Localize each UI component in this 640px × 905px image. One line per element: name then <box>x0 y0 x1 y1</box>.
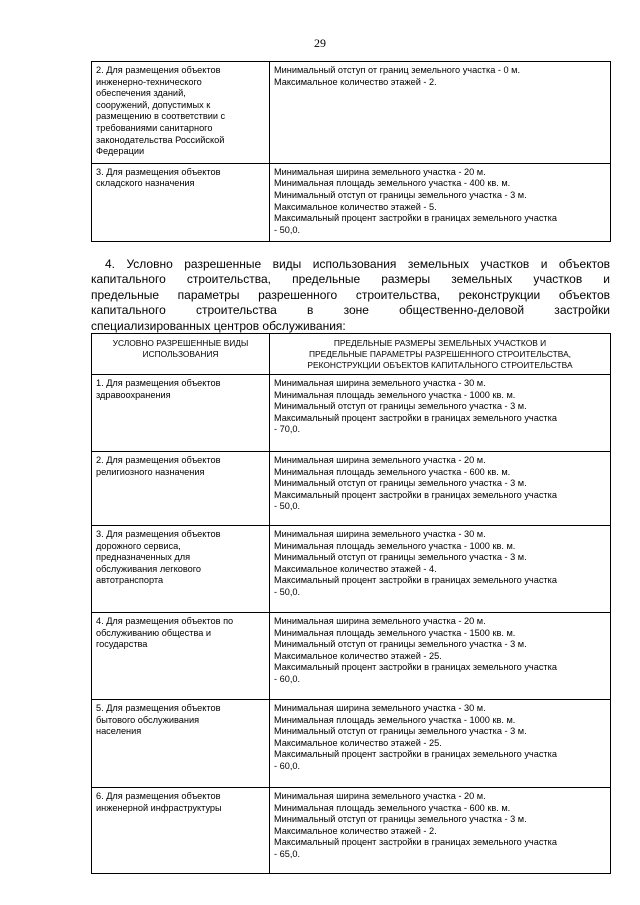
param-line: Минимальная ширина земельного участка - 30 м. <box>274 378 486 388</box>
param-line: - 65,0. <box>274 848 301 859</box>
param-line: Минимальный отступ от границ земельного участка - 0 м. <box>274 65 521 75</box>
params-cell <box>270 700 611 788</box>
params-cell <box>270 163 611 242</box>
use-line: инженерно-технического <box>96 76 202 87</box>
param-line: Максимальное количество этажей - 2. <box>274 825 437 836</box>
table-row <box>92 163 611 242</box>
use-line: дорожного сервиса, <box>96 540 181 551</box>
param-line: Минимальная площадь земельного участка - 600 кв. м. <box>274 466 511 477</box>
use-line: складского назначения <box>96 178 195 189</box>
param-line: Минимальная ширина земельного участка - 20 м. <box>274 616 486 626</box>
use-line: размещению в соответствии с <box>96 111 226 122</box>
param-line: Максимальный процент застройки в границах земельного участка <box>274 489 557 500</box>
use-line: 3. Для размещения объектов <box>96 529 221 539</box>
param-line: Максимальный процент застройки в границах земельного участка <box>274 412 557 423</box>
use-line: инженерной инфраструктуры <box>96 802 222 813</box>
use-line: требованиями санитарного <box>96 122 213 133</box>
parameters-table-continued <box>91 61 611 242</box>
table-row <box>92 62 611 164</box>
use-cell <box>92 62 270 164</box>
paragraph-line: 4. Условно разрешенные виды использования земельных участков и объектов <box>105 257 610 271</box>
use-line: автотранспорта <box>96 575 164 586</box>
use-cell <box>92 788 270 874</box>
table-row <box>92 452 611 526</box>
param-line: Минимальная ширина земельного участка - 20 м. <box>274 455 486 465</box>
use-cell <box>92 526 270 613</box>
table-header-row <box>92 334 611 375</box>
header-cell-use <box>92 334 270 375</box>
table-row <box>92 700 611 788</box>
params-cell <box>270 788 611 874</box>
param-line: Минимальный отступ от границы земельного участка - 3 м. <box>274 478 527 489</box>
use-line: 5. Для размещения объектов <box>96 703 221 713</box>
param-line: Минимальная площадь земельного участка - 1000 кв. м. <box>274 389 516 400</box>
use-line: обеспечения зданий, <box>96 88 186 99</box>
use-line: 2. Для размещения объектов <box>96 455 221 465</box>
header-line: РЕКОНСТРУКЦИИ ОБЪЕКТОВ КАПИТАЛЬНОГО СТРОИТЕЛЬСТВА <box>307 360 573 370</box>
use-cell <box>92 163 270 242</box>
param-line: Минимальная ширина земельного участка - 30 м. <box>274 529 486 539</box>
param-line: - 50,0. <box>274 501 301 512</box>
use-line: сооружений, допустимых к <box>96 99 211 110</box>
paragraph-line: предельные параметры разрешенного строительства, реконструкции объектов <box>91 287 610 302</box>
use-line: обслуживания легкового <box>96 563 202 574</box>
use-line: государства <box>96 639 148 650</box>
param-line: Минимальная площадь земельного участка - 600 кв. м. <box>274 802 511 813</box>
use-cell <box>92 452 270 526</box>
param-line: Минимальная площадь земельного участка - 1000 кв. м. <box>274 714 516 725</box>
use-cell <box>92 613 270 700</box>
param-line: Максимальный процент застройки в границах земельного участка <box>274 662 557 673</box>
paragraph-line: капитального строительства, предельные размеры земельных участков и <box>91 272 610 287</box>
header-line: ПРЕДЕЛЬНЫЕ РАЗМЕРЫ ЗЕМЕЛЬНЫХ УЧАСТКОВ И <box>333 338 547 348</box>
param-line: Максимальный процент застройки в границах земельного участка <box>274 213 557 224</box>
param-line: Максимальное количество этажей - 25. <box>274 650 442 661</box>
param-line: Минимальная площадь земельного участка - 400 кв. м. <box>274 178 511 189</box>
use-line: 6. Для размещения объектов <box>96 791 221 801</box>
param-line: - 60,0. <box>274 673 301 684</box>
param-line: - 60,0. <box>274 760 301 771</box>
use-line: 4. Для размещения объектов по <box>96 616 234 626</box>
table-row <box>92 788 611 874</box>
table-row <box>92 613 611 700</box>
paragraph-line: капитального строительства в зоне общественно-деловой застройки <box>91 303 610 318</box>
header-line: ИСПОЛЬЗОВАНИЯ <box>142 349 219 359</box>
section-paragraph <box>91 257 610 334</box>
use-cell <box>92 700 270 788</box>
header-cell-params <box>270 334 611 375</box>
param-line: Максимальное количество этажей - 2. <box>274 76 437 87</box>
param-line: Минимальный отступ от границы земельного участка - 3 м. <box>274 401 527 412</box>
use-line: предназначенных для <box>96 552 191 563</box>
param-line: Максимальное количество этажей - 25. <box>274 737 442 748</box>
param-line: Максимальный процент застройки в границах земельного участка <box>274 749 557 760</box>
use-cell <box>92 375 270 452</box>
param-line: Минимальный отступ от границы земельного участка - 3 м. <box>274 552 527 563</box>
param-line: Минимальный отступ от границы земельного участка - 3 м. <box>274 726 527 737</box>
header-line: ПРЕДЕЛЬНЫЕ ПАРАМЕТРЫ РАЗРЕШЕННОГО СТРОИТЕЛЬСТВА, <box>309 349 571 359</box>
param-line: Максимальный процент застройки в границах земельного участка <box>274 575 557 586</box>
params-cell <box>270 452 611 526</box>
use-line: религиозного назначения <box>96 466 205 477</box>
use-line: 3. Для размещения объектов <box>96 166 221 177</box>
param-line: Максимальное количество этажей - 5. <box>274 201 437 212</box>
header-line: УСЛОВНО РАЗРЕШЕННЫЕ ВИДЫ <box>112 338 249 348</box>
use-line: законодательства Российской <box>96 134 225 145</box>
use-line: здравоохранения <box>96 389 171 400</box>
param-line: Минимальная ширина земельного участка - 20 м. <box>274 166 486 177</box>
param-line: Максимальный процент застройки в границах земельного участка <box>274 837 557 848</box>
params-cell <box>270 526 611 613</box>
use-line: 2. Для размещения объектов <box>96 65 221 75</box>
param-line: Максимальное количество этажей - 4. <box>274 563 437 574</box>
use-line: бытового обслуживания <box>96 714 200 725</box>
table-row <box>92 375 611 452</box>
use-line: населения <box>96 726 142 737</box>
param-line: - 50,0. <box>274 224 301 235</box>
param-line: - 70,0. <box>274 424 301 435</box>
use-line: обслуживанию общества и <box>96 627 212 638</box>
params-cell <box>270 62 611 164</box>
paragraph-line: специализированных центров обслуживания: <box>91 318 346 333</box>
use-line: Федерации <box>96 146 145 157</box>
use-line: 1. Для размещения объектов <box>96 378 221 388</box>
table-row <box>92 526 611 613</box>
param-line: Минимальный отступ от границы земельного участка - 3 м. <box>274 189 527 200</box>
params-cell <box>270 375 611 452</box>
param-line: Минимальный отступ от границы земельного участка - 3 м. <box>274 814 527 825</box>
param-line: Минимальная ширина земельного участка - 30 м. <box>274 703 486 713</box>
param-line: - 50,0. <box>274 586 301 597</box>
param-line: Минимальная площадь земельного участка - 1000 кв. м. <box>274 540 516 551</box>
parameters-table <box>91 333 611 874</box>
params-cell <box>270 613 611 700</box>
page-number: 29 <box>314 36 326 50</box>
param-line: Минимальный отступ от границы земельного участка - 3 м. <box>274 639 527 650</box>
param-line: Минимальная площадь земельного участка - 1500 кв. м. <box>274 627 516 638</box>
param-line: Минимальная ширина земельного участка - 20 м. <box>274 791 486 801</box>
